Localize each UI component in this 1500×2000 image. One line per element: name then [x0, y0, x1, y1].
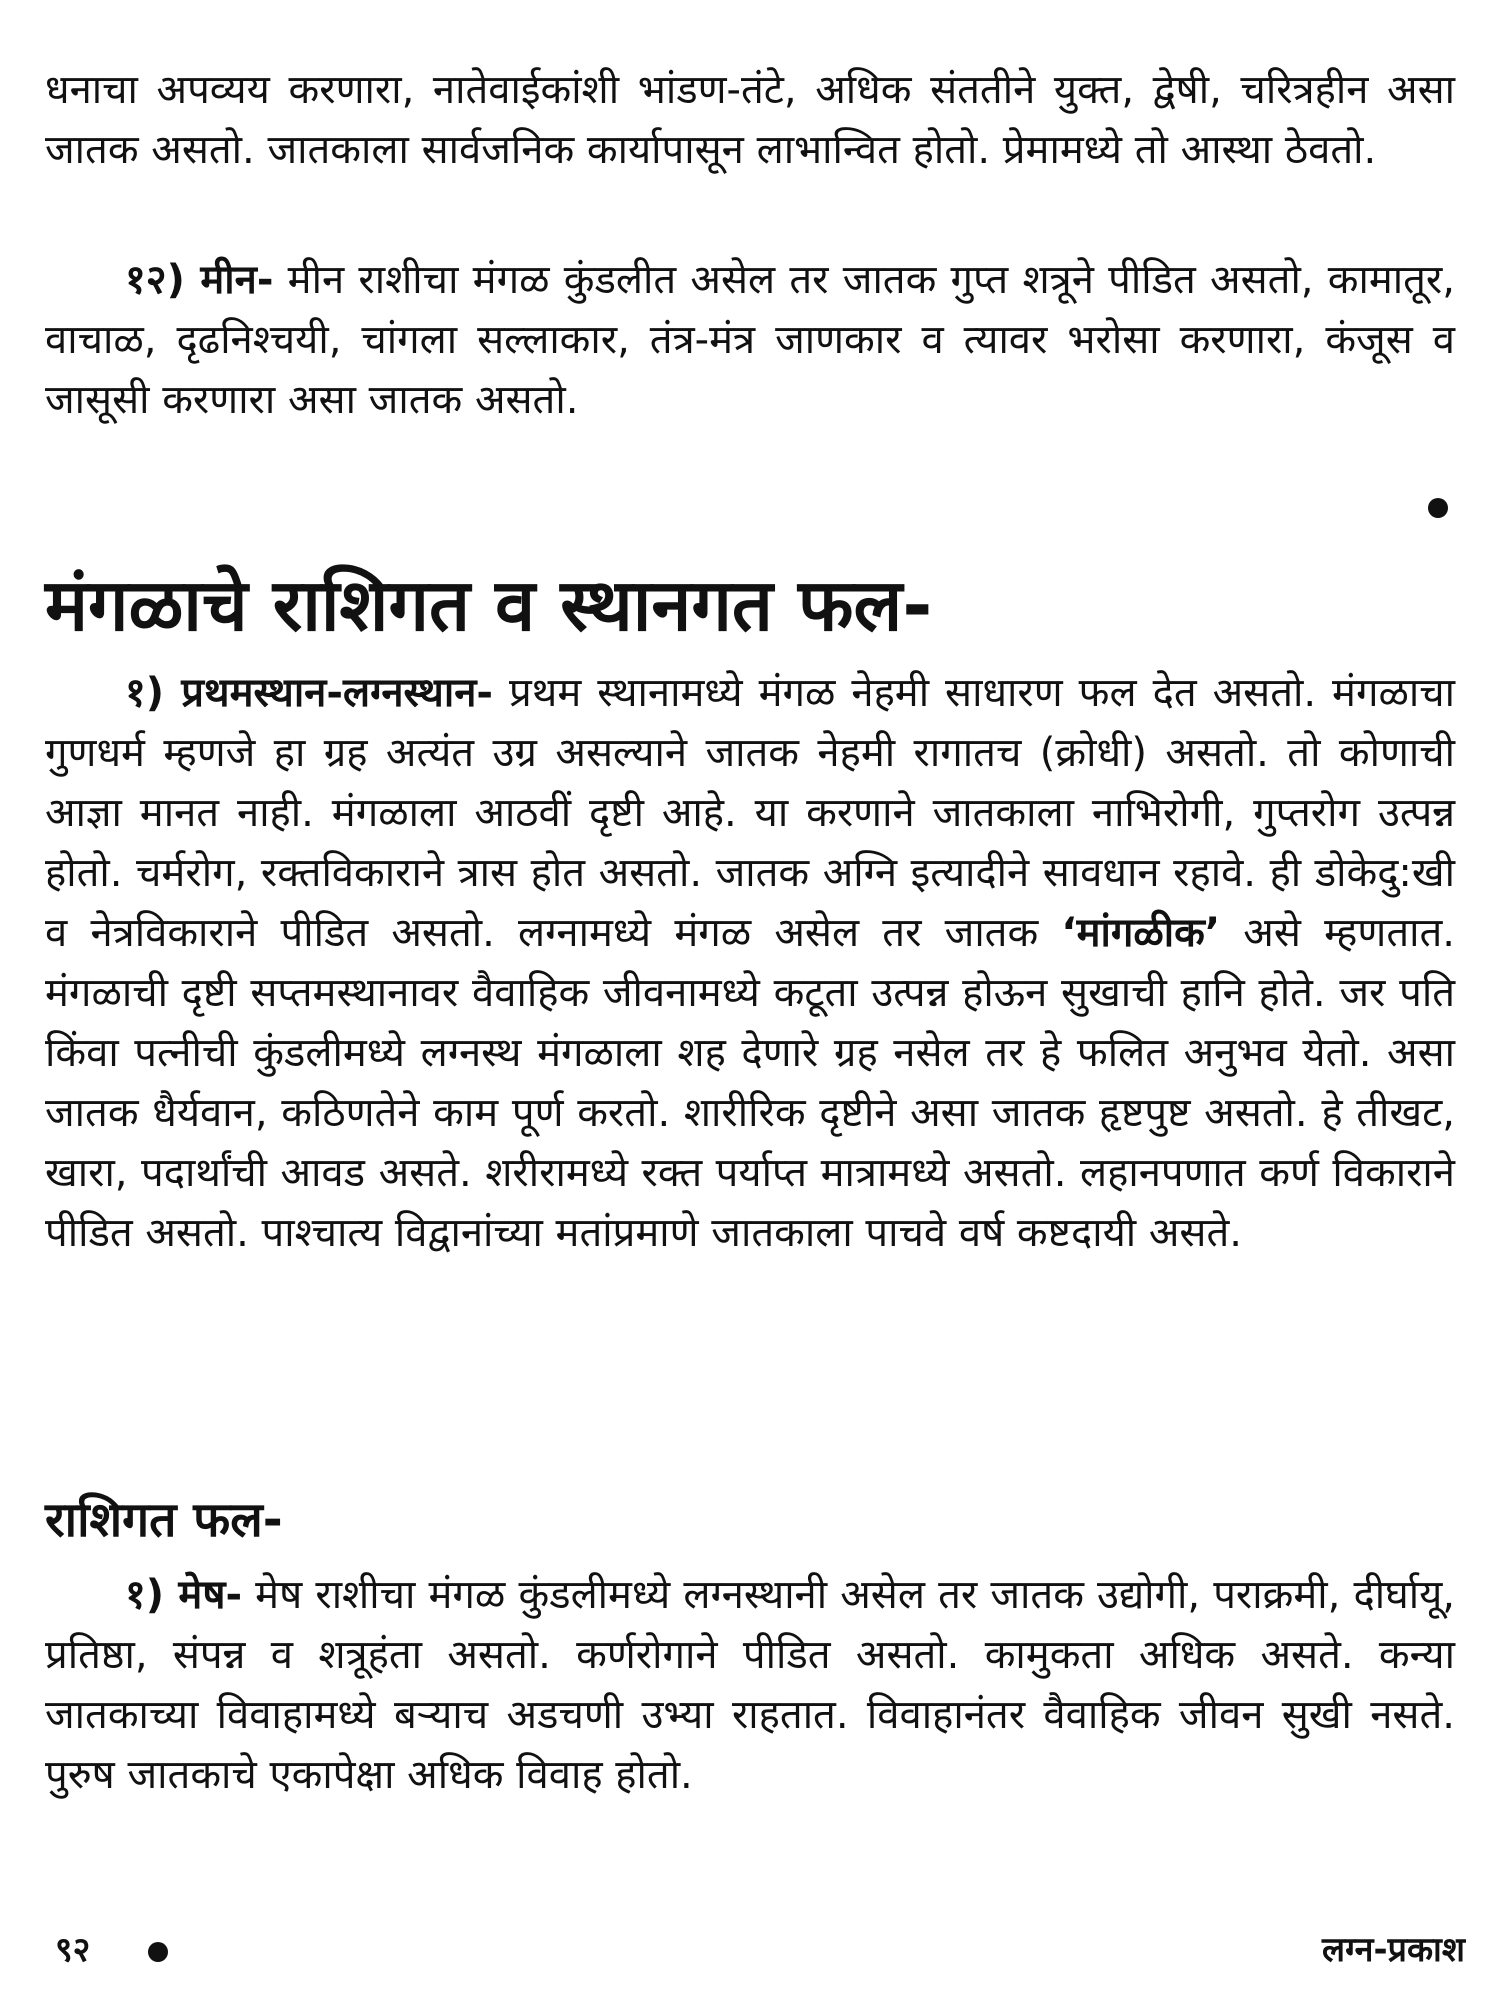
section-heading: मंगळाचे राशिगत व स्थानगत फल-	[45, 563, 933, 647]
paragraph-lead-prathamsthan: १) प्रथमस्थान-लग्नस्थान-	[125, 670, 494, 716]
paragraph-continuation	[45, 60, 1455, 180]
paragraph-text: प्रथम स्थानामध्ये मंगळ नेहमी साधारण फल देत असतो. मंगळाचा गुणधर्म म्हणजे हा ग्रह अत्यंत उग्र असल्याने जातक नेहमी रागातच (क्रोधी) असतो. तो कोणाची आज्ञा मानत नाही. मंगळाला आठवीं दृष्टी आहे. या करणाने जातकाला नाभिरोगी, गुप्तरोग उत्पन्न होतो. चर्मरोग, रक्तविकाराने त्रास होत असतो. जातक अग्नि इत्यादीने सावधान रहावे. ही डोकेदु:खी व नेत्रविकाराने पीडित असतो. लग्नामध्ये मंगळ असेल तर जातक	[45, 670, 1455, 956]
mangalik-term: ‘मांगळीक’	[1061, 910, 1221, 956]
sub-heading: राशिगत फल-	[45, 1492, 283, 1548]
paragraph-meen	[45, 250, 1455, 430]
paragraph-text: मीन राशीचा मंगळ कुंडलीत असेल तर जातक गुप्त शत्रूने पीडित असतो, कामातूर, वाचाळ, दृढनिश्चयी, चांगला सल्लाकार, तंत्र-मंत्र जाणकार व त्यावर भरोसा करणारा, कंजूस व जासूसी करणारा असा जातक असतो.	[45, 257, 1456, 423]
paragraph-text: मेष राशीचा मंगळ कुंडलीमध्ये लग्नस्थानी असेल तर जातक उद्योगी, पराक्रमी, दीर्घायू, प्रतिष्ठा, संपन्न व शत्रूहंता असतो. कर्णरोगाने पीडित असतो. कामुकता अधिक असते. कन्या जातकाच्या विवाहामध्ये बऱ्याच अडचणी उभ्या राहतात. विवाहानंतर वैवाहिक जीवन सुखी नसते. पुरुष जातकाचे एकापेक्षा अधिक विवाह होतो.	[45, 1572, 1456, 1798]
section-divider-dot	[1428, 498, 1448, 518]
paragraph-prathamsthan	[45, 663, 1455, 1263]
paragraph-lead-mesh: १) मेष-	[125, 1572, 243, 1618]
paragraph-lead-meen: १२) मीन-	[125, 257, 274, 303]
book-title: लग्न-प्रकाश	[1322, 1930, 1465, 1970]
paragraph-mesh	[45, 1565, 1455, 1805]
footer-dot	[148, 1942, 168, 1962]
page-number	[55, 1930, 90, 1970]
page-number-text: ९२	[55, 1930, 91, 1970]
paragraph-text: धनाचा अपव्यय करणारा, नातेवाईकांशी भांडण-तंटे, अधिक संततीने युक्त, द्वेषी, चरित्रहीन असा जातक असतो. जातकाला सार्वजनिक कार्यापासून लाभान्वित होतो. प्रेमामध्ये तो आस्था ठेवतो.	[45, 67, 1455, 173]
paragraph-text: असे म्हणतात. मंगळाची दृष्टी सप्तमस्थानावर वैवाहिक जीवनामध्ये कटूता उत्पन्न होऊन सुखाची हानि होते. जर पति किंवा पत्नीची कुंडलीमध्ये लग्नस्थ मंगळाला शह देणारे ग्रह नसेल तर हे फलित अनुभव येतो. असा जातक धैर्यवान, कठिणतेने काम पूर्ण करतो. शारीरिक दृष्टीने असा जातक हृष्टपुष्ट असतो. हे तीखट, खारा, पदार्थांची आवड असते. शरीरामध्ये रक्त पर्याप्त मात्रामध्ये असतो. लहानपणात कर्ण विकाराने पीडित असतो. पाश्चात्य विद्वानांच्या मतांप्रमाणे जातकाला पाचवे वर्ष कष्टदायी असते.	[45, 910, 1455, 1256]
